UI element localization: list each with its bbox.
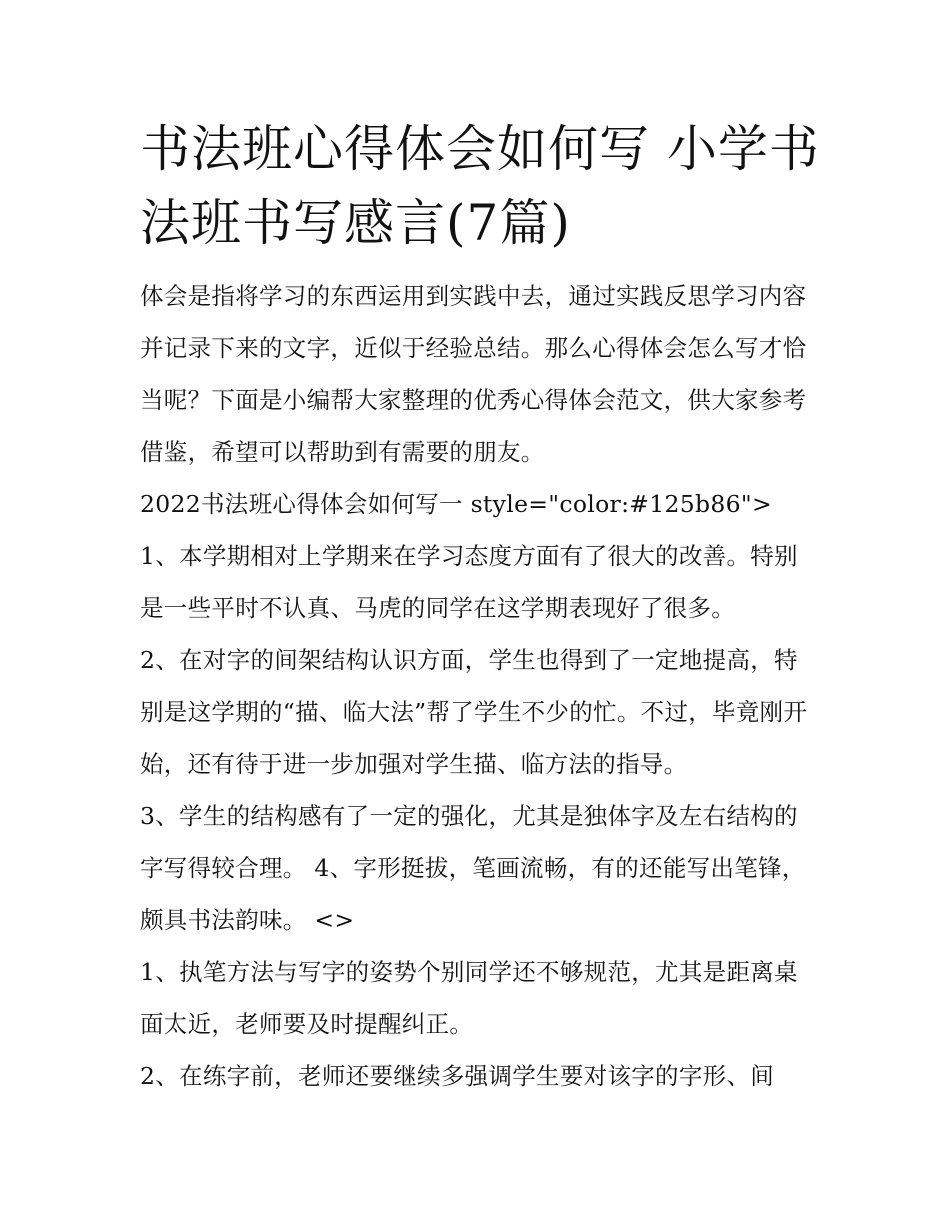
section-heading: 2022书法班心得体会如何写一 style="color:#125b86"> [140,490,772,518]
document-title: 书法班心得体会如何写 小学书法班书写感言(7篇) [140,120,820,252]
intro-paragraph: 体会是指将学习的东西运用到实践中去，通过实践反思学习内容并记录下来的文字，近似于经验总结。那么心得体会怎么写才恰当呢？下面是小编帮大家整理的优秀心得体会范文，供大家参考借鉴，希望可以帮助到有需要的朋友。 [140,282,807,466]
body-paragraph: 3、学生的结构感有了一定的强化，尤其是独体字及左右结构的字写得较合理。 4、字形挺拔，笔画流畅，有的还能写出笔锋，颇具书法韵味。 <> [140,802,806,934]
document-body [140,112,820,1102]
body-paragraph: 1、执笔方法与写字的姿势个别同学还不够规范，尤其是距离桌面太近，老师要及时提醒纠正。 [140,958,798,1038]
body-paragraph: 2、在对字的间架结构认识方面，学生也得到了一定地提高，特别是这学期的“描、临大法”帮了学生不少的忙。不过，毕竟刚开始，还有待于进一步加强对学生描、临方法的指导。 [140,646,808,778]
body-paragraph: 1、本学期相对上学期来在学习态度方面有了很大的改善。特别是一些平时不认真、马虎的同学在这学期表现好了很多。 [140,542,798,622]
body-paragraph: 2、在练字前，老师还要继续多强调学生要对该字的字形、间 [140,1062,775,1090]
